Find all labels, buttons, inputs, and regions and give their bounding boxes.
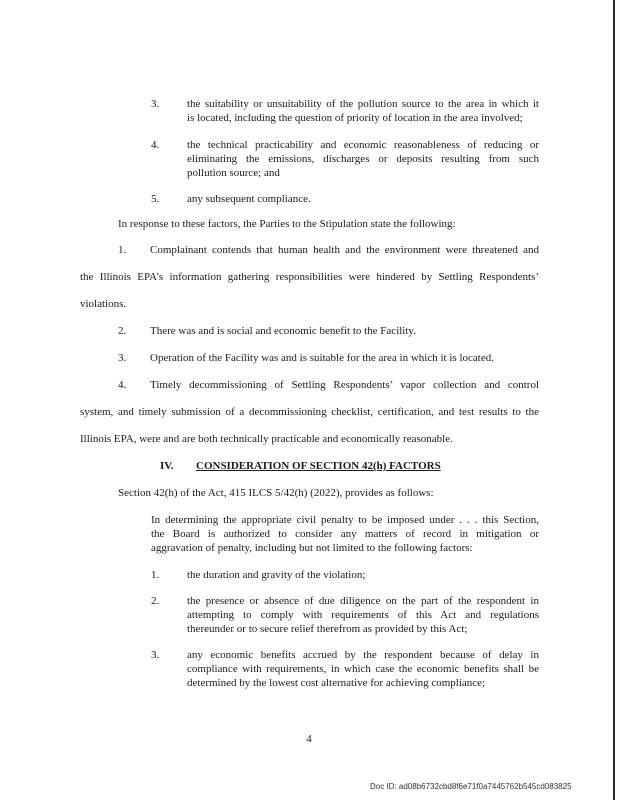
quote-line: aggravation of penalty, including but not limited to the following factors: xyxy=(151,542,473,554)
section-heading xyxy=(196,459,441,473)
response-number: 1. xyxy=(118,244,127,256)
quote-factor-line: attempting to comply with requirements of this Act and regulations xyxy=(187,609,539,621)
quote-line: the Board is authorized to consider any matters of record in mitigation or xyxy=(151,528,539,540)
quote-factor-line: determined by the lowest cost alternative for achieving compliance; xyxy=(187,677,486,689)
quote-line: In determining the appropriate civil penalty to be imposed under . . . this Section, xyxy=(151,514,539,526)
factor-text-line: any subsequent compliance. xyxy=(187,193,311,205)
response-text-line: Operation of the Facility was and is suitable for the area in which it is located. xyxy=(150,352,494,364)
quote-factor-number: 1. xyxy=(151,569,160,581)
section-numeral: IV. xyxy=(160,460,174,472)
factor-text-line: the suitability or unsuitability of the pollution source to the area in which it xyxy=(187,98,539,110)
quote-factor-line: compliance with requirements, in which case the economic benefits shall be xyxy=(187,663,539,675)
quote-factor-line: the presence or absence of due diligence on the part of the respondent in xyxy=(187,595,539,607)
doc-id-footer: Doc ID: ad08b6732cbd8f6e71f0a7445762b545cd083825 xyxy=(370,782,572,791)
response-text-line: Timely decommissioning of Settling Respondents’ vapor collection and control xyxy=(150,379,539,391)
response-intro: In response to these factors, the Parties to the Stipulation state the following: xyxy=(118,218,456,230)
factor-number: 5. xyxy=(151,193,160,205)
quote-factor-number: 2. xyxy=(151,595,160,607)
response-text-line: system, and timely submission of a decommissioning checklist, certification, and test results to the xyxy=(80,406,539,418)
response-text-line: the Illinois EPA’s information gathering responsibilities were hindered by Settling Respondents’ xyxy=(80,271,539,283)
response-number: 3. xyxy=(118,352,127,364)
factor-text-line: pollution source; and xyxy=(187,167,280,179)
section-title: CONSIDERATION OF SECTION 42(h) FACTORS xyxy=(196,460,441,472)
factor-number: 3. xyxy=(151,98,160,110)
quote-factor-line: thereunder or to secure relief therefrom as provided by this Act; xyxy=(187,623,468,635)
response-text-line: There was and is social and economic benefit to the Facility. xyxy=(150,325,416,337)
response-text-line: Illinois EPA, were and are both technically practicable and economically reasonable. xyxy=(80,433,453,445)
quote-factor-number: 3. xyxy=(151,649,160,661)
page-number: 4 xyxy=(306,733,312,745)
page-edge-border xyxy=(613,0,615,800)
factor-text-line: is located, including the question of priority of location in the area involved; xyxy=(187,112,523,124)
factor-text-line: eliminating the emissions, discharges or deposits resulting from such xyxy=(187,153,539,165)
factor-number: 4. xyxy=(151,139,160,151)
section-intro: Section 42(h) of the Act, 415 ILCS 5/42(h) (2022), provides as follows: xyxy=(118,487,434,499)
quote-factor-line: any economic benefits accrued by the respondent because of delay in xyxy=(187,649,539,661)
response-number: 2. xyxy=(118,325,127,337)
quote-factor-line: the duration and gravity of the violation; xyxy=(187,569,366,581)
response-text-line: Complainant contends that human health and the environment were threatened and xyxy=(150,244,539,256)
response-number: 4. xyxy=(118,379,127,391)
factor-text-line: the technical practicability and economic reasonableness of reducing or xyxy=(187,139,539,151)
response-text-line: violations. xyxy=(80,298,127,310)
